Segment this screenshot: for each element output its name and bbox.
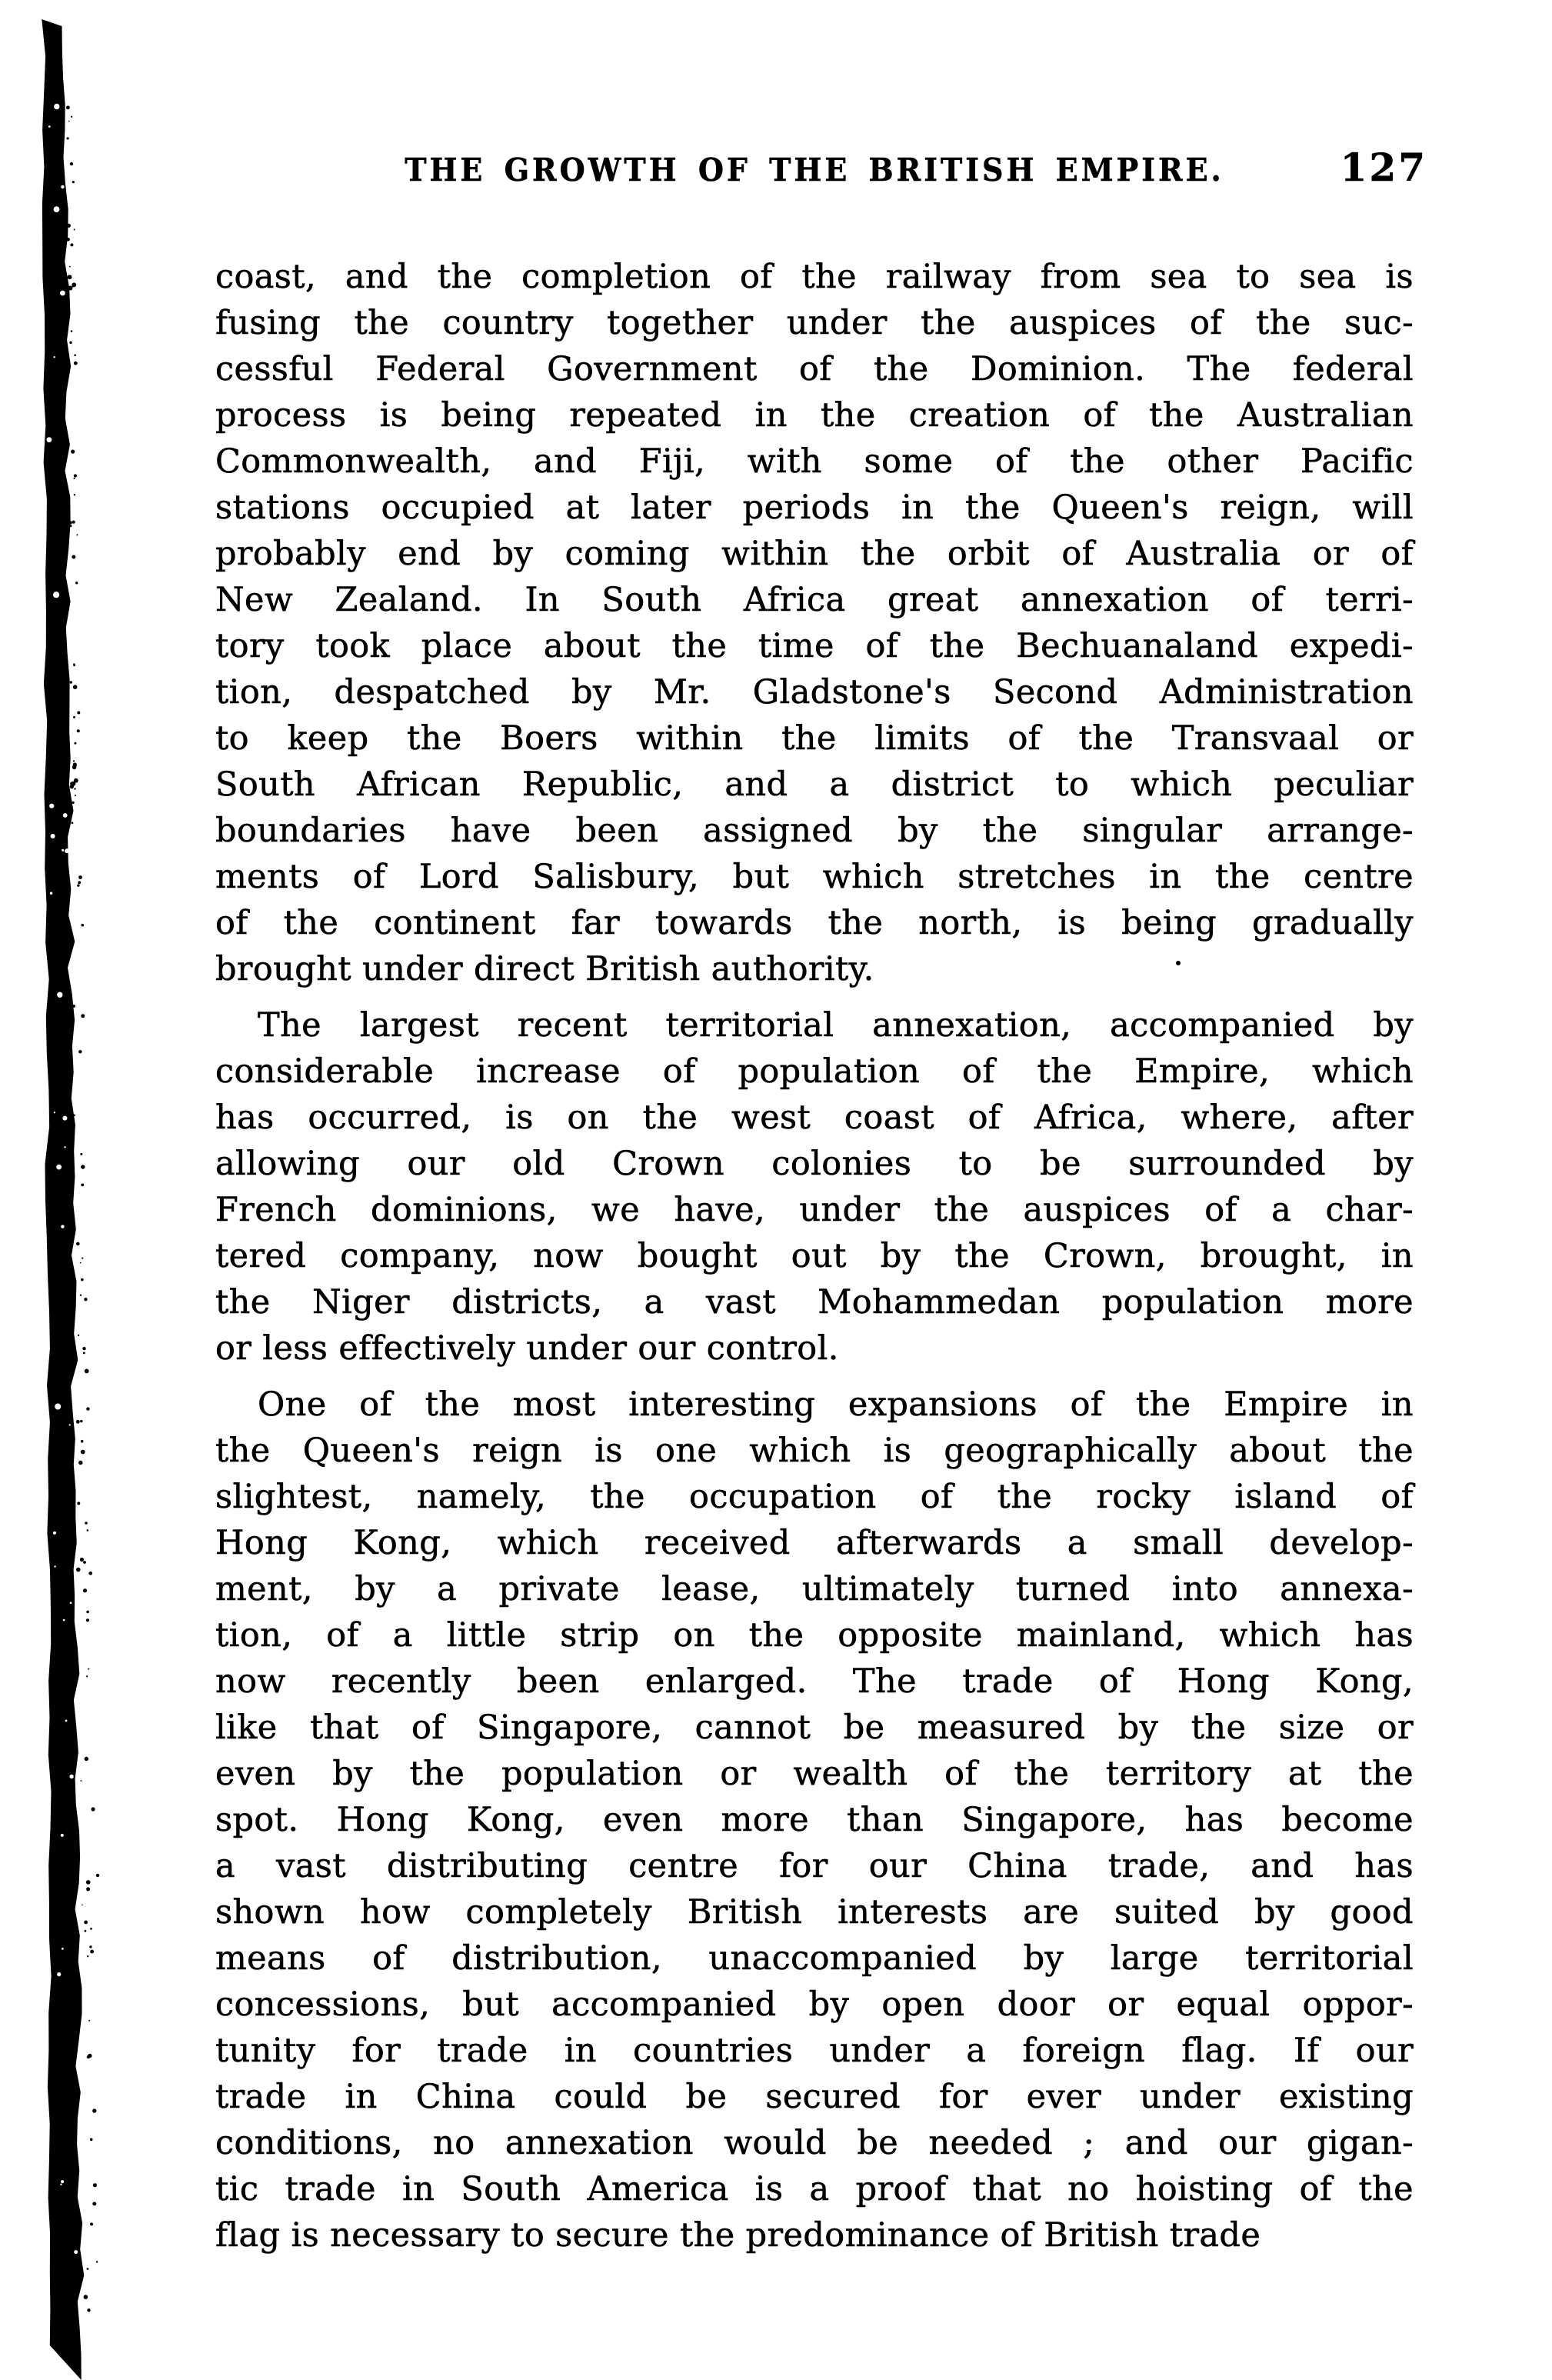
gutter-hole <box>60 291 65 296</box>
gutter-speckle <box>81 1184 84 1187</box>
gutter-speckle <box>90 2138 93 2142</box>
gutter-hole <box>53 592 59 598</box>
text-line: cessful Federal Government of the Dominion. The federal <box>215 350 1414 388</box>
text-line: of the continent far towards the north, is being gradually <box>215 904 1414 942</box>
gutter-speckle <box>72 555 75 559</box>
text-line: concessions, but accompanied by open door or equal oppor- <box>215 1985 1414 2024</box>
gutter-speckle <box>72 181 75 183</box>
gutter-speckle <box>74 494 75 495</box>
running-title: THE GROWTH OF THE BRITISH EMPIRE. <box>405 151 1224 188</box>
gutter-speckle <box>74 354 76 356</box>
gutter-hole <box>74 2250 78 2254</box>
gutter-speckle <box>73 760 75 762</box>
gutter-speckle <box>92 2108 96 2112</box>
gutter-speckle <box>74 778 78 783</box>
gutter-speckle <box>72 822 74 824</box>
text-line: considerable increase of population of the Empire, which <box>215 1052 1414 1091</box>
gutter-hole <box>65 848 69 853</box>
gutter-speckle <box>83 1352 85 1355</box>
gutter-hole <box>64 1146 65 1148</box>
gutter-speckle <box>72 802 75 804</box>
gutter-hole <box>57 992 62 998</box>
text-line: tered company, now bought out by the Crown, brought, in <box>215 1237 1414 1275</box>
gutter-hole <box>61 2180 64 2183</box>
text-line: tunity for trade in countries under a foreign flag. If our <box>215 2032 1414 2070</box>
gutter-speckle <box>90 1928 92 1930</box>
gutter-hole <box>63 813 68 818</box>
text-line: to keep the Boers within the limits of the Transvaal or <box>215 719 1414 758</box>
gutter-speckle <box>70 785 74 788</box>
gutter-speckle <box>80 1262 82 1264</box>
gutter-speckle <box>75 795 76 796</box>
gutter-speckle <box>86 1887 90 1891</box>
text-line: stations occupied at later periods in the Queen's reign, will <box>215 488 1414 527</box>
gutter-speckle <box>74 788 75 789</box>
text-line: slightest, namely, the occupation of the rocky island of <box>215 1478 1414 1516</box>
gutter-hole <box>56 1165 62 1170</box>
gutter-speckle <box>75 582 78 584</box>
gutter-speckle <box>81 1440 84 1443</box>
gutter-hole <box>62 1948 64 1950</box>
gutter-speckle <box>67 224 71 228</box>
gutter-speckle <box>76 1420 80 1424</box>
gutter-speckle <box>87 1529 89 1532</box>
gutter-speckle <box>74 478 75 479</box>
gutter-hole <box>54 356 55 358</box>
text-line: The largest recent territorial annexation, accompanied by <box>258 1006 1414 1045</box>
gutter-hole <box>62 1116 67 1121</box>
page-number: 127 <box>1340 145 1427 190</box>
text-line: the Queen's reign is one which is geographically about the <box>215 1432 1414 1470</box>
text-line: process is being repeated in the creation of the Australian <box>215 396 1414 435</box>
gutter-speckle <box>81 1014 85 1018</box>
text-line: fusing the country together under the auspices of the suc- <box>215 304 1414 342</box>
gutter-speckle <box>76 1568 81 1572</box>
gutter-hole <box>55 1404 61 1410</box>
gutter-speckle <box>74 742 76 745</box>
gutter-speckle <box>83 1588 87 1592</box>
gutter-speckle <box>78 1335 79 1336</box>
text-line: trade in China could be secured for ever under existing <box>215 2078 1414 2116</box>
gutter-speckle <box>88 2054 92 2058</box>
gutter-speckle <box>73 685 78 689</box>
paragraph <box>215 1002 1414 1372</box>
text-line: ments of Lord Salisbury, but which stretches in the centre <box>215 858 1414 896</box>
gutter-speckle <box>96 2261 98 2262</box>
gutter-speckle <box>71 450 75 454</box>
text-line: flag is necessary to secure the predominance of British trade <box>215 2216 1261 2255</box>
gutter-hole <box>49 804 54 808</box>
gutter-speckle <box>66 238 70 242</box>
gutter-speckle <box>83 1561 86 1564</box>
gutter-speckle <box>88 2020 90 2022</box>
gutter-speckle <box>76 534 78 535</box>
gutter-speckle <box>73 1115 75 1117</box>
gutter-hole <box>53 1532 56 1535</box>
text-line: has occurred, is on the west coast of Africa, where, after <box>215 1098 1414 1137</box>
gutter-hole <box>47 437 52 442</box>
gutter-hole <box>65 1720 68 1722</box>
gutter-hole <box>69 1775 73 1778</box>
gutter-speckle <box>74 474 77 477</box>
text-line: tory took place about the time of the Bechuanaland expedi- <box>215 627 1414 665</box>
text-line: tion, of a little strip on the opposite mainland, which has <box>215 1616 1414 1655</box>
gutter-speckle <box>81 1278 84 1282</box>
gutter-speckle <box>72 1005 75 1008</box>
gutter-speckle <box>74 362 78 365</box>
text-line: probably end by coming within the orbit of Australia or of <box>215 535 1414 573</box>
gutter-speckle <box>80 1051 82 1053</box>
gutter-speckle <box>85 1369 89 1374</box>
gutter-hole <box>62 849 64 852</box>
text-line: or less effectively under our control. <box>215 1329 839 1368</box>
gutter-speckle <box>82 1905 83 1906</box>
gutter-speckle <box>88 1668 89 1670</box>
gutter-hole <box>57 1972 61 1976</box>
gutter-speckle <box>72 521 75 524</box>
gutter-speckle <box>89 1945 92 1948</box>
gutter-speckle <box>68 521 72 524</box>
gutter-hole <box>48 125 51 128</box>
gutter-speckle <box>73 663 75 665</box>
gutter-speckle <box>90 1950 94 1954</box>
gutter-hole <box>60 2184 62 2185</box>
paragraph <box>215 254 1414 992</box>
gutter-hole <box>54 104 59 109</box>
text-line: Hong Kong, which received afterwards a small develop- <box>215 1524 1414 1562</box>
gutter-hole <box>63 1619 65 1622</box>
text-line: tion, despatched by Mr. Gladstone's Second Administration <box>215 673 1414 712</box>
text-line: Commonwealth, and Fiji, with some of the other Pacific <box>215 442 1414 481</box>
gutter-speckle <box>72 765 77 770</box>
text-line: tic trade in South America is a proof that no hoisting of the <box>215 2170 1414 2208</box>
gutter-shadow-group <box>42 19 98 2380</box>
text-line: brought under direct British authority. <box>215 950 874 988</box>
ink-speck <box>91 1807 95 1811</box>
gutter-speckle <box>87 2055 90 2058</box>
gutter-speckle <box>87 2268 89 2270</box>
gutter-speckle <box>86 1611 89 1614</box>
gutter-hole <box>61 185 64 188</box>
gutter-speckle <box>84 1921 88 1925</box>
text-line: boundaries have been assigned by the singular arrange- <box>215 812 1414 850</box>
gutter-speckle <box>84 1298 87 1301</box>
gutter-speckle <box>73 665 75 667</box>
text-line: allowing our old Crown colonies to be surrounded by <box>215 1145 1414 1183</box>
gutter-speckle <box>70 782 74 785</box>
gutter-speckle <box>78 1461 82 1465</box>
text-line: spot. Hong Kong, even more than Singapore, has become <box>215 1801 1414 1839</box>
paragraph <box>215 1382 1414 2258</box>
text-line: coast, and the completion of the railway from sea to sea is <box>215 258 1414 296</box>
gutter-speckle <box>72 282 76 287</box>
gutter-speckle <box>84 2295 88 2299</box>
gutter-speckle <box>87 1955 88 1957</box>
gutter-speckle <box>68 121 70 122</box>
gutter-speckle <box>80 1295 82 1296</box>
gutter-speckle <box>71 782 75 786</box>
gutter-speckle <box>78 875 82 879</box>
text-line: French dominions, we have, under the auspices of a char- <box>215 1191 1414 1229</box>
gutter-speckle <box>82 1347 85 1350</box>
gutter-speckle <box>66 105 70 109</box>
gutter-hole <box>54 1565 55 1567</box>
gutter-speckle <box>81 1450 85 1455</box>
gutter-hole <box>54 1112 55 1113</box>
gutter-hole <box>54 206 60 212</box>
gutter-hole <box>50 892 52 895</box>
gutter-speckle <box>82 1258 83 1259</box>
gutter-shadow-shape <box>42 19 84 2380</box>
gutter-hole <box>69 1424 71 1425</box>
gutter-speckle <box>70 243 73 246</box>
gutter-hole <box>51 834 55 838</box>
text-line: shown how completely British interests are suited by good <box>215 1893 1414 1932</box>
page-header <box>215 145 1427 198</box>
gutter-speckle <box>71 330 73 332</box>
gutter-speckle <box>86 1618 89 1622</box>
gutter-speckle <box>70 162 73 165</box>
gutter-speckle <box>81 1165 85 1168</box>
gutter-hole <box>70 1602 72 1604</box>
gutter-speckle <box>85 1930 87 1932</box>
gutter-speckle <box>77 729 80 732</box>
gutter-speckle <box>77 1502 80 1505</box>
gutter-speckle <box>68 275 72 279</box>
gutter-speckle <box>81 924 84 927</box>
text-line: means of distribution, unaccompanied by large territorial <box>215 1939 1414 1978</box>
text-line: One of the most interesting expansions of the Empire in <box>258 1385 1414 1424</box>
text-line: now recently been enlarged. The trade of Hong Kong, <box>215 1662 1414 1701</box>
text-line: even by the population or wealth of the territory at the <box>215 1755 1414 1793</box>
gutter-speckle <box>69 342 72 344</box>
gutter-speckle <box>73 716 75 718</box>
gutter-speckle <box>85 1757 88 1761</box>
text-line: the Niger districts, a vast Mohammedan population more <box>215 1283 1414 1322</box>
gutter-speckle <box>70 525 72 527</box>
gutter-speckle <box>80 1420 82 1422</box>
gutter-speckle <box>78 1050 82 1053</box>
ink-speck <box>85 1522 88 1525</box>
gutter-hole <box>61 1225 64 1228</box>
gutter-speckle <box>68 286 73 291</box>
gutter-speckle <box>80 1558 84 1562</box>
text-line: like that of Singapore, cannot be measured by the size or <box>215 1708 1414 1747</box>
gutter-speckle <box>71 116 72 118</box>
gutter-speckle <box>77 884 79 886</box>
gutter-speckle <box>80 1153 82 1155</box>
gutter-speckle <box>88 1572 92 1575</box>
gutter-speckle <box>78 881 81 884</box>
gutter-speckle <box>72 285 75 288</box>
text-line: a vast distributing centre for our China trade, and has <box>215 1847 1414 1885</box>
ink-speck <box>96 1874 99 1877</box>
gutter-speckle <box>73 763 77 767</box>
gutter-speckle <box>90 2222 93 2225</box>
gutter-speckle <box>67 137 69 139</box>
gutter-speckle <box>92 2202 96 2205</box>
gutter-speckle <box>86 1407 89 1410</box>
text-line: ment, by a private lease, ultimately turned into annexa- <box>215 1570 1414 1608</box>
gutter-speckle <box>74 229 75 231</box>
text-line: South African Republic, and a district to which peculiar <box>215 765 1414 804</box>
gutter-speckle <box>86 1675 88 1677</box>
gutter-speckle <box>70 681 72 683</box>
text-line: New Zealand. In South Africa great annexation of terri- <box>215 581 1414 619</box>
gutter-speckle <box>86 1880 91 1885</box>
gutter-speckle <box>80 1780 82 1782</box>
text-line: conditions, no annexation would be needed ; and our gigan- <box>215 2124 1414 2162</box>
gutter-speckle <box>93 2183 97 2187</box>
gutter-speckle <box>87 2308 90 2312</box>
gutter-speckle <box>69 266 71 268</box>
text-block <box>215 254 1414 2258</box>
gutter-hole <box>61 1834 64 1837</box>
gutter-speckle <box>77 712 80 715</box>
gutter-speckle <box>76 1242 80 1246</box>
